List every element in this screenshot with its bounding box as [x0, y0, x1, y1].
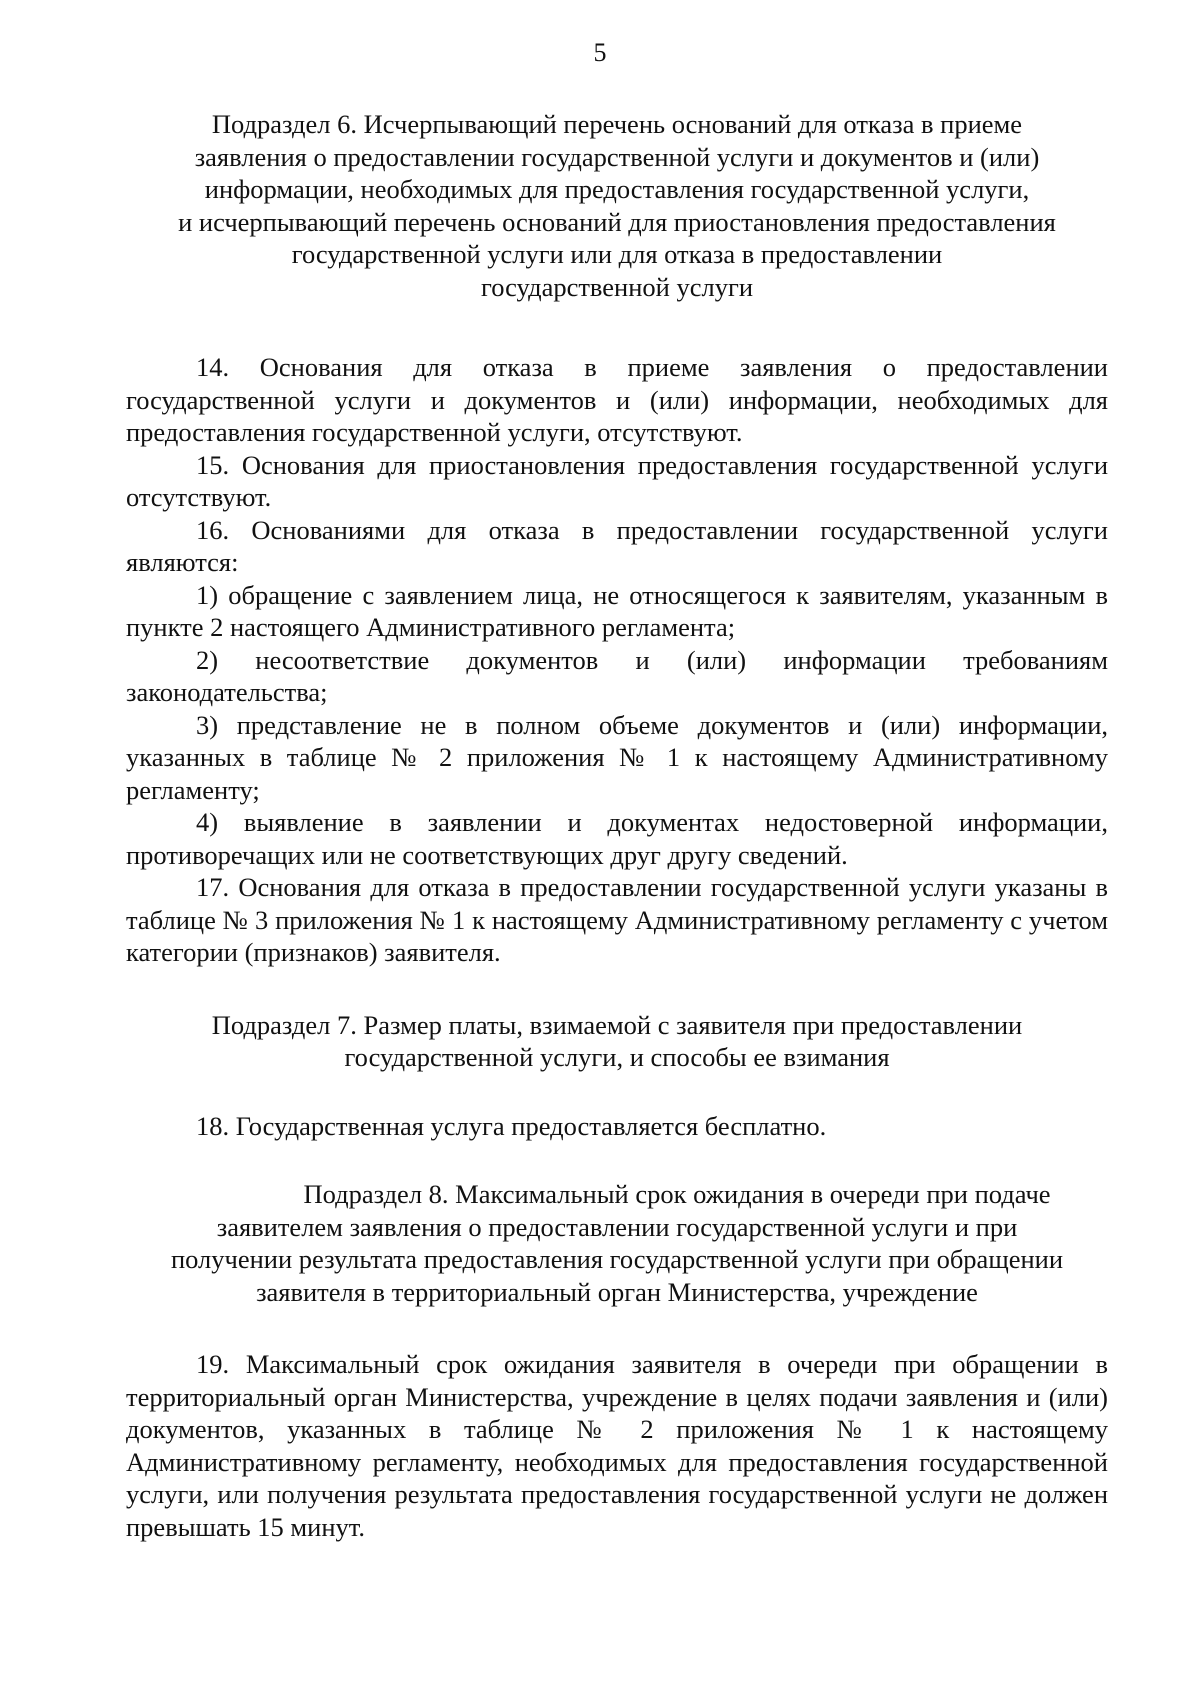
paragraph-17: 17. Основания для отказа в предоставлении государственной услуги указаны в таблице № 3 приложения № 1 к настоящему Административному регламенту с учетом категории (признаков) заявителя.: [126, 872, 1108, 967]
section8-heading: [126, 1178, 1108, 1308]
section6-heading: [126, 108, 1108, 303]
heading-line: информации, необходимых для предоставления государственной услуги,: [204, 174, 1030, 204]
heading-line: Подраздел 6. Исчерпывающий перечень оснований для отказа в приеме: [211, 109, 1023, 139]
paragraph-19: 19. Максимальный срок ожидания заявителя в очереди при обращении в территориальный орган Министерства, учреждение в целях подачи заявления и (или) документов, указанных в таблице № 2 приложения № 1 к настоящему Административному регламенту, необходимых для предоставления государственной услуги, или получения результата предоставления государственной услуги не должен превышать 15 минут.: [126, 1349, 1108, 1542]
heading-line: государственной услуги, и способы ее взимания: [344, 1042, 890, 1072]
heading-line: государственной услуги или для отказа в предоставлении: [291, 239, 943, 269]
heading-line: заявителя в территориальный орган Министерства, учреждение: [256, 1276, 978, 1307]
heading-line: и исчерпывающий перечень оснований для приостановления предоставления: [178, 206, 1056, 237]
heading-line: Подраздел 8. Максимальный срок ожидания в очереди при подаче: [303, 1179, 1051, 1209]
paragraph-14: 14. Основания для отказа в приеме заявления о предоставлении государственной услуги и документов и (или) информации, необходимых для предоставления государственной услуги, отсутствуют.: [126, 352, 1108, 447]
document-body: [126, 108, 1108, 1543]
heading-line: государственной услуги: [480, 271, 754, 302]
list-item-4: 4) выявление в заявлении и документах недостоверной информации, противоречащих или не соответствующих друг другу сведений.: [126, 807, 1108, 870]
heading-line: заявителем заявления о предоставлении государственной услуги и при: [216, 1211, 1018, 1242]
paragraph-16: 16. Основаниями для отказа в предоставлении государственной услуги являются:: [126, 514, 1108, 577]
list-item-3: 3) представление не в полном объеме документов и (или) информации, указанных в таблице № 2 приложения № 1 к настоящему Административному регламенту;: [126, 709, 1108, 805]
heading-line: получении результата предоставления государственной услуги при обращении: [170, 1244, 1064, 1274]
paragraph-18: 18. Государственная услуга предоставляется бесплатно.: [196, 1110, 827, 1141]
page-number: 5: [593, 38, 607, 67]
list-item-2: 2) несоответствие документов и (или) информации требованиям законодательства;: [126, 644, 1108, 707]
heading-line: Подраздел 7. Размер платы, взимаемой с заявителя при предоставлении: [211, 1009, 1023, 1040]
heading-line: заявления о предоставлении государственной услуги и документов и (или): [194, 141, 1040, 172]
list-item-1: 1) обращение с заявлением лица, не относящегося к заявителям, указанным в пункте 2 настоящего Административного регламента;: [126, 579, 1108, 642]
section7-heading: [126, 1009, 1108, 1074]
paragraph-15: 15. Основания для приостановления предоставления государственной услуги отсутствуют.: [126, 449, 1108, 512]
